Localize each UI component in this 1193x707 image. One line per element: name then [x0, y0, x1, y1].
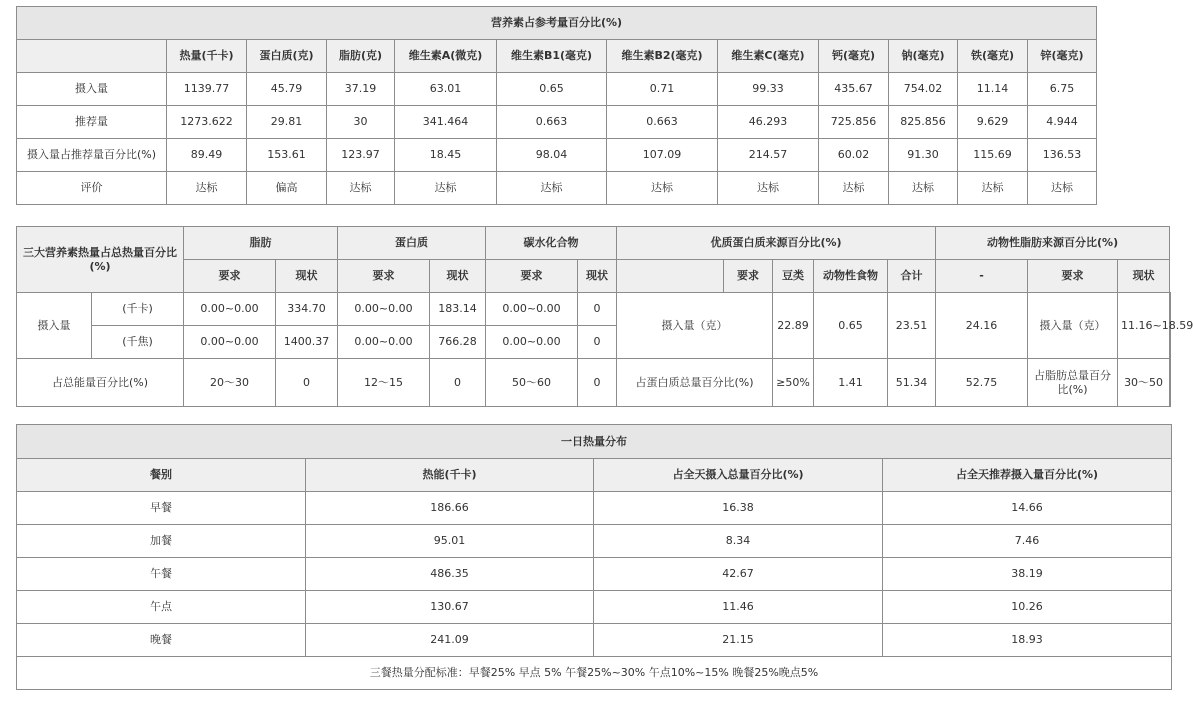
- table-cell: 8.34: [594, 525, 883, 558]
- meal-name: 早餐: [17, 492, 306, 525]
- meal-header-row: [17, 459, 1172, 492]
- table-cell: 766.28: [430, 326, 486, 359]
- fat-header: 脂肪: [184, 227, 338, 260]
- table-cell: 486.35: [306, 558, 594, 591]
- table-row: [17, 172, 1097, 205]
- quality-protein-pct-label: 占蛋白质总量百分比(%): [617, 359, 773, 407]
- subheader-cell-empty: [617, 260, 724, 293]
- table-cell: 38.19: [883, 558, 1172, 591]
- header-cell: 维生素B1(毫克): [497, 40, 607, 73]
- table-cell: 42.67: [594, 558, 883, 591]
- header-cell: 占全天推荐摄入量百分比(%): [883, 459, 1172, 492]
- macro-subheader-row: [17, 260, 1171, 293]
- table-cell: 30: [327, 106, 395, 139]
- table-cell: 11.46: [594, 591, 883, 624]
- table-cell: 16.38: [594, 492, 883, 525]
- table-cell: 1.41: [814, 359, 888, 407]
- evaluation-cell: 达标: [718, 172, 819, 205]
- table-cell: 11.16~18.59: [1118, 293, 1170, 359]
- table-cell: 0.00~0.00: [184, 326, 276, 359]
- table-cell: 186.66: [306, 492, 594, 525]
- unit-label: (千卡): [92, 293, 184, 326]
- table-row: [17, 359, 1171, 407]
- table-cell: 60.02: [819, 139, 889, 172]
- table-cell: 0: [578, 326, 617, 359]
- table-cell: 1139.77: [167, 73, 247, 106]
- nutrient-table-title: 营养素占参考量百分比(%): [17, 7, 1097, 40]
- table-cell: 214.57: [718, 139, 819, 172]
- table-row: [17, 106, 1097, 139]
- table-cell: 725.856: [819, 106, 889, 139]
- subheader-cell: 现状: [1118, 260, 1170, 293]
- daily-calorie-table: [16, 424, 1172, 690]
- meal-standard-note: 三餐热量分配标准：早餐25% 早点 5% 午餐25%~30% 午点10%~15% 晚餐25%晚点5%: [17, 657, 1172, 690]
- table-cell: 0.71: [607, 73, 718, 106]
- table-cell: 107.09: [607, 139, 718, 172]
- header-cell: 占全天摄入总量百分比(%): [594, 459, 883, 492]
- table-cell: 183.14: [430, 293, 486, 326]
- table-cell: 825.856: [889, 106, 958, 139]
- unit-label: (千焦): [92, 326, 184, 359]
- table-cell: 4.944: [1028, 106, 1097, 139]
- table-cell: 0: [578, 359, 617, 407]
- header-cell: 钙(毫克): [819, 40, 889, 73]
- header-cell: 蛋白质(克): [247, 40, 327, 73]
- pct-label: 占总能量百分比(%): [17, 359, 184, 407]
- header-cell: 铁(毫克): [958, 40, 1028, 73]
- header-cell: 餐别: [17, 459, 306, 492]
- table-row: [17, 293, 1171, 326]
- table-cell: 0: [578, 293, 617, 326]
- table-row: [17, 624, 1172, 657]
- table-cell: 18.45: [395, 139, 497, 172]
- table-cell: 334.70: [276, 293, 338, 326]
- table-cell: 754.02: [889, 73, 958, 106]
- table-cell: 98.04: [497, 139, 607, 172]
- table-row: [17, 139, 1097, 172]
- table-cell: 50～60: [486, 359, 578, 407]
- row-label: 摄入量占推荐量百分比(%): [17, 139, 167, 172]
- evaluation-cell: 达标: [497, 172, 607, 205]
- header-cell: 热能(千卡): [306, 459, 594, 492]
- animal-fat-intake-label: 摄入量（克）: [1028, 293, 1118, 359]
- table-cell: 11.14: [958, 73, 1028, 106]
- evaluation-cell: 达标: [395, 172, 497, 205]
- table-cell: 23.51: [888, 293, 936, 359]
- table-cell: 241.09: [306, 624, 594, 657]
- animal-fat-header: 动物性脂肪来源百分比(%): [936, 227, 1170, 260]
- table-cell: 1400.37: [276, 326, 338, 359]
- table-cell: 341.464: [395, 106, 497, 139]
- evaluation-cell: 达标: [1028, 172, 1097, 205]
- table-cell: 14.66: [883, 492, 1172, 525]
- evaluation-cell: 达标: [327, 172, 395, 205]
- subheader-cell: 动物性食物: [814, 260, 888, 293]
- meal-name: 加餐: [17, 525, 306, 558]
- table-cell: 29.81: [247, 106, 327, 139]
- intake-label: 摄入量: [17, 293, 92, 359]
- table-cell: 0.65: [814, 293, 888, 359]
- table-cell: 37.19: [327, 73, 395, 106]
- table-cell: ≥50%: [773, 359, 814, 407]
- table-row: [17, 492, 1172, 525]
- row-label: 推荐量: [17, 106, 167, 139]
- header-cell: 钠(毫克): [889, 40, 958, 73]
- table-cell: 153.61: [247, 139, 327, 172]
- table-cell: 136.53: [1028, 139, 1097, 172]
- header-cell: 维生素C(毫克): [718, 40, 819, 73]
- table-cell: 0.663: [607, 106, 718, 139]
- row-label: 摄入量: [17, 73, 167, 106]
- table-cell: 130.67: [306, 591, 594, 624]
- table-cell: 435.67: [819, 73, 889, 106]
- header-cell: 热量(千卡): [167, 40, 247, 73]
- meal-name: 晚餐: [17, 624, 306, 657]
- table-row: [17, 525, 1172, 558]
- table-cell: 91.30: [889, 139, 958, 172]
- nutrient-header-row: [17, 40, 1097, 73]
- header-cell-empty: [17, 40, 167, 73]
- animal-fat-pct-label: 占脂肪总量百分比(%): [1028, 359, 1118, 407]
- header-cell: 脂肪(克): [327, 40, 395, 73]
- table-cell: 21.15: [594, 624, 883, 657]
- table-row: [17, 657, 1172, 690]
- quality-protein-intake-label: 摄入量（克）: [617, 293, 773, 359]
- subheader-cell: 豆类: [773, 260, 814, 293]
- table-cell: 45.79: [247, 73, 327, 106]
- subheader-cell: 现状: [430, 260, 486, 293]
- table-cell: 0.00~0.00: [338, 293, 430, 326]
- table-cell: 63.01: [395, 73, 497, 106]
- header-cell: 维生素A(微克): [395, 40, 497, 73]
- subheader-cell: 要求: [184, 260, 276, 293]
- table-cell: 95.01: [306, 525, 594, 558]
- daily-calorie-title: 一日热量分布: [17, 425, 1172, 459]
- evaluation-cell: 达标: [958, 172, 1028, 205]
- header-cell: 维生素B2(毫克): [607, 40, 718, 73]
- subheader-cell: -: [936, 260, 1028, 293]
- table-row: [17, 73, 1097, 106]
- subheader-cell: 要求: [724, 260, 773, 293]
- table-cell: 115.69: [958, 139, 1028, 172]
- table-cell: 10.26: [883, 591, 1172, 624]
- subheader-cell: 要求: [338, 260, 430, 293]
- table-cell: 30～50: [1118, 359, 1170, 407]
- table-cell: 89.49: [167, 139, 247, 172]
- protein-header: 蛋白质: [338, 227, 486, 260]
- subheader-cell: 合计: [888, 260, 936, 293]
- table-cell: 9.629: [958, 106, 1028, 139]
- table-cell: 20～30: [184, 359, 276, 407]
- table-cell: 0.00~0.00: [184, 293, 276, 326]
- macro-corner-header: 三大营养素热量占总热量百分比(%): [17, 227, 184, 293]
- table-cell: 0.00~0.00: [486, 326, 578, 359]
- table-cell: 12～15: [338, 359, 430, 407]
- table-cell: 1273.622: [167, 106, 247, 139]
- table-cell: 51.34: [888, 359, 936, 407]
- evaluation-cell: 达标: [607, 172, 718, 205]
- table-cell: 0.65: [497, 73, 607, 106]
- subheader-cell: 现状: [578, 260, 617, 293]
- table-row: [17, 558, 1172, 591]
- row-label: 评价: [17, 172, 167, 205]
- evaluation-cell: 达标: [167, 172, 247, 205]
- table-cell: 0.663: [497, 106, 607, 139]
- table-cell: 7.46: [883, 525, 1172, 558]
- evaluation-cell: 达标: [819, 172, 889, 205]
- header-cell: 锌(毫克): [1028, 40, 1097, 73]
- subheader-cell: 要求: [1028, 260, 1118, 293]
- table-cell: 0.00~0.00: [486, 293, 578, 326]
- table-cell: 6.75: [1028, 73, 1097, 106]
- subheader-cell: 要求: [486, 260, 578, 293]
- table-cell: 52.75: [936, 359, 1028, 407]
- table-cell: 0.00~0.00: [338, 326, 430, 359]
- table-cell: 99.33: [718, 73, 819, 106]
- table-row: [17, 591, 1172, 624]
- macronutrient-table: [16, 226, 1193, 407]
- nutrient-reference-table: [16, 6, 1097, 205]
- quality-protein-header: 优质蛋白质来源百分比(%): [617, 227, 936, 260]
- subheader-cell: 现状: [276, 260, 338, 293]
- table-cell: 18.93: [883, 624, 1172, 657]
- meal-name: 午餐: [17, 558, 306, 591]
- table-cell: 22.89: [773, 293, 814, 359]
- table-cell: 46.293: [718, 106, 819, 139]
- evaluation-cell: 偏高: [247, 172, 327, 205]
- evaluation-cell: 达标: [889, 172, 958, 205]
- meal-name: 午点: [17, 591, 306, 624]
- table-cell: 123.97: [327, 139, 395, 172]
- table-cell: 0: [430, 359, 486, 407]
- carb-header: 碳水化合物: [486, 227, 617, 260]
- table-cell: 0: [276, 359, 338, 407]
- table-cell: [1170, 359, 1171, 407]
- table-cell: 24.16: [936, 293, 1028, 359]
